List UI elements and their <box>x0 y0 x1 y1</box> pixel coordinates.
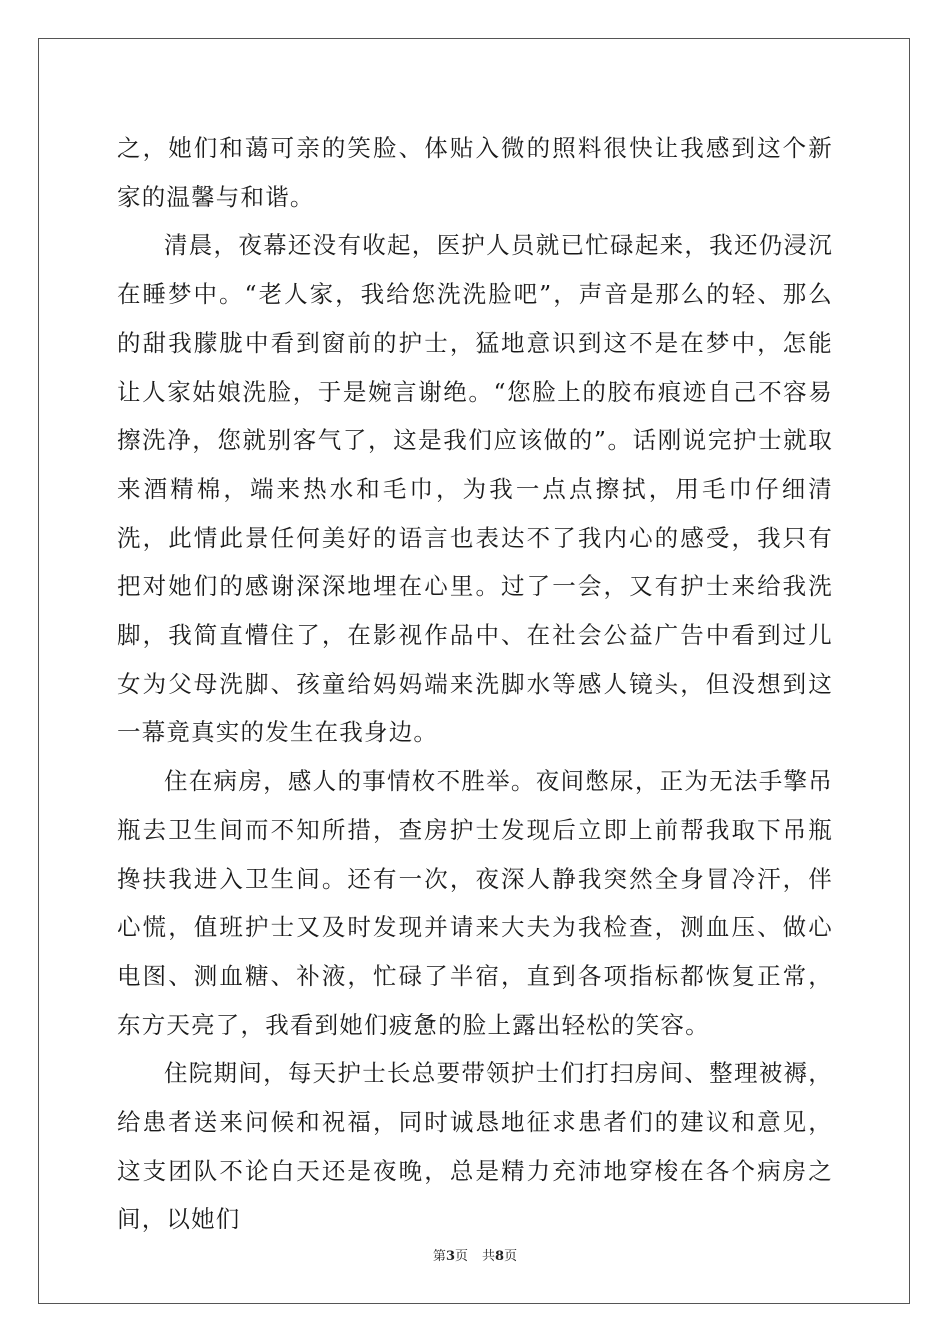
document-body <box>117 124 833 1244</box>
paragraph-4: 住院期间，每天护士长总要带领护士们打扫房间、整理被褥，给患者送来问候和祝福，同时诚恳地征求患者们的建议和意见，这支团队不论白天还是夜晚，总是精力充沛地穿梭在各个病房之间，以她们 <box>117 1059 833 1234</box>
paragraph-3: 住在病房，感人的事情枚不胜举。夜间憋尿，正为无法手擎吊瓶去卫生间而不知所措，查房护士发现后立即上前帮我取下吊瓶搀扶我进入卫生间。还有一次，夜深人静我突然全身冒冷汗，伴心慌，值班护士又及时发现并请来大夫为我检查，测血压、做心电图、测血糖、补液，忙碌了半宿，直到各项指标都恢复正常，东方天亮了，我看到她们疲惫的脸上露出轻松的笑容。 <box>117 767 833 1039</box>
page-total <box>482 1249 517 1264</box>
page-unit: 页 <box>454 1249 468 1264</box>
paragraph-2: 清晨，夜幕还没有收起，医护人员就已忙碌起来，我还仍浸沉在睡梦中。“老人家，我给您洗洗脸吧”，声音是那么的轻、那么的甜我朦胧中看到窗前的护士，猛地意识到这不是在梦中，怎能让人家姑娘洗脸，于是婉言谢绝。“您脸上的胶布痕迹自己不容易擦洗净，您就别客气了，这是我们应该做的”。话刚说完护士就取来酒精棉，端来热水和毛巾，为我一点点擦拭，用毛巾仔细清洗，此情此景任何美好的语言也表达不了我内心的感受，我只有把对她们的感谢深深地埋在心里。过了一会，又有护士来给我洗脚，我简直懵住了，在影视作品中、在社会公益广告中看到过儿女为父母洗脚、孩童给妈妈端来洗脚水等感人镜头，但没想到这一幕竟真实的发生在我身边。 <box>117 231 833 747</box>
paragraph-1: 之，她们和蔼可亲的笑脸、体贴入微的照料很快让我感到这个新家的温馨与和谐。 <box>117 134 833 211</box>
total-unit: 页 <box>504 1249 518 1264</box>
total-prefix: 共 <box>482 1249 496 1264</box>
page-number <box>433 1249 468 1264</box>
page-prefix: 第 <box>432 1249 446 1264</box>
total-pages: 8 <box>495 1249 505 1264</box>
page-footer <box>0 1245 950 1264</box>
current-page: 3 <box>445 1249 455 1264</box>
